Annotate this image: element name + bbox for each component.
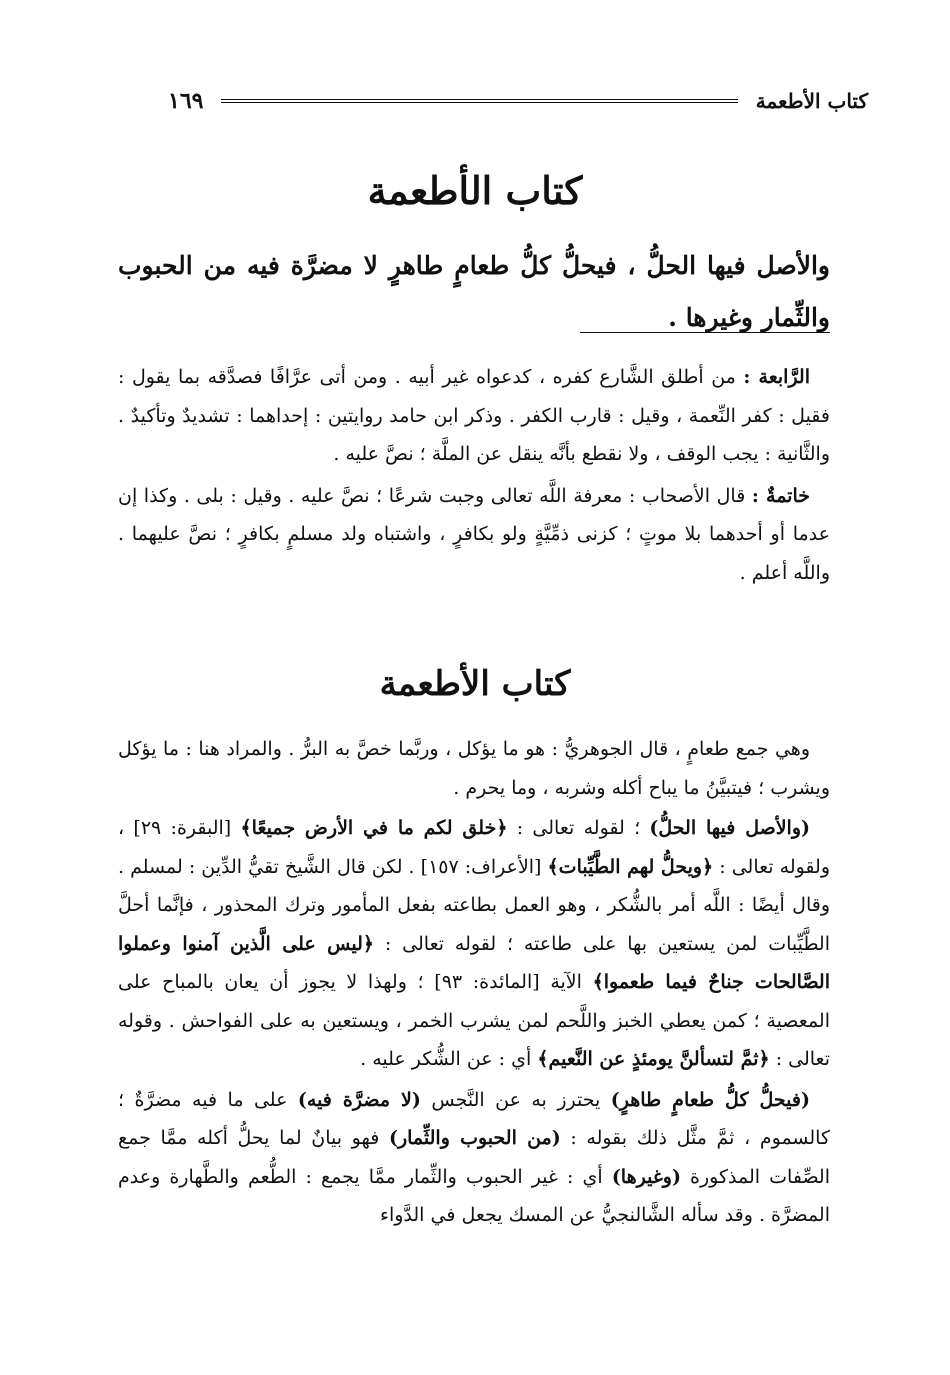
commentary-span: يحترز به عن النَّجس: [431, 1088, 601, 1111]
matn-quote: (وغيرها): [611, 1165, 681, 1188]
paragraph-lead: الرَّابعة :: [743, 366, 811, 388]
paragraph-lead: خاتمةٌ :: [751, 484, 811, 507]
matn-divider: [580, 332, 830, 333]
commentary-span: على ما فيه مضرَّةٌ ؛ كالسموم ، ثمَّ مثَّل ذلك بقوله :: [118, 1088, 830, 1149]
previous-section-text: [118, 358, 830, 592]
commentary-span: أي : عن الشُّكر عليه .: [360, 1048, 532, 1070]
quran-quote: ﴿ويحلُّ لهم الطَّيِّبات﴾: [547, 855, 714, 878]
matn-text: والأصل فيها الحلُّ ، فيحلُّ كلُّ طعامٍ طاهرٍ لا مضرَّة فيه من الحبوب والثِّمار وغيرها .: [118, 251, 830, 332]
commentary-paragraph: [118, 809, 830, 1079]
commentary-span: أي : غير الحبوب والثِّمار ممَّا يجمع : الطُّعم والطَّهارة وعدم المضرَّة . وقد سأله الشَّالنجيُّ عن المسك يجعل في الدَّواء: [118, 1165, 830, 1226]
commentary-span: [الأعراف: ١٥٧] . لكن قال الشَّيخ تقيُّ الدِّين : لمسلم . وقال أيضًا : اللَّه أمر بالشُّكر ، وهو العمل بطاعته بفعل المأمور وترك المحذور ، فإنَّما أحلَّ الطَّيِّبات لمن يستعين بها على طاعته ؛ لقوله تعالى :: [118, 855, 830, 955]
section-title: كتاب الأطعمة: [379, 664, 571, 704]
matn-quote: (من الحبوب والثِّمار): [388, 1127, 561, 1149]
commentary-text: [118, 730, 830, 1235]
page-number: ١٦٩: [168, 88, 204, 114]
paragraph-body: من أطلق الشَّارع كفره ، كدعواه غير أبيه . ومن أتى عرَّافًا فصدَّقه بما يقول : فقيل : كفر النِّعمة ، وقيل : قارب الكفر . وذكر ابن حامد روايتين : إحداهما : تشديدٌ وتأكيدٌ . والثَّانية : يجب الوقف ، ولا نقطع بأنَّه ينقل عن الملَّة ؛ نصَّ عليه .: [118, 366, 830, 465]
paragraph-fourth: [118, 358, 830, 474]
matn-quote: (والأصل فيها الحلُّ): [649, 817, 811, 839]
quran-quote: ﴿ثمَّ لتسألنَّ يومئذٍ عن النَّعيم﴾: [537, 1048, 770, 1070]
header-rule: [221, 99, 737, 103]
running-title: كتاب الأطعمة: [755, 89, 868, 113]
commentary-span: ؛ لقوله تعالى :: [516, 817, 641, 839]
commentary-paragraph: وهي جمع طعامٍ ، قال الجوهريُّ : هو ما يؤكل ، وربَّما خصَّ به البرُّ . والمراد هنا : ما يؤكل ويشرب ؛ فيتبيَّنُ ما يباح أكله وشربه ، وما يحرم .: [118, 738, 830, 799]
paragraph-conclusion: [118, 477, 830, 593]
commentary-span: [البقرة: ٢٩] ، ولقوله تعالى :: [118, 817, 831, 878]
quran-quote: ﴿ليس على الَّذين آمنوا وعملوا الصَّالحات جناحٌ فيما طعموا﴾: [118, 932, 830, 993]
commentary-span: فهو بيانٌ لما يحلُّ أكله ممَّا جمع الصِّفات المذكورة: [118, 1127, 831, 1188]
matn-quote: (لا مضرَّة فيه): [297, 1088, 421, 1111]
quran-quote: ﴿خلق لكم ما في الأرض جميعًا﴾: [240, 817, 508, 839]
matn-quote: (فيحلُّ كلُّ طعامٍ طاهرٍ): [610, 1088, 810, 1111]
paragraph-body: قال الأصحاب : معرفة اللَّه تعالى وجبت شرعًا ؛ نصَّ عليه . وقيل : بلى . وكذا إن عدما أو أحدهما بلا موتٍ ؛ كزنى ذمِّيَّةٍ ولو بكافرٍ ، واشتباه ولد مسلمٍ بكافرٍ ؛ نصَّ عليهما . واللَّه أعلم .: [118, 484, 830, 584]
commentary-span: الآية [المائدة: ٩٣] ؛ ولهذا لا يجوز أن يعان بالمباح على المعصية ؛ كمن يعطي الخبز واللَّحم لمن يشرب الخمر ، ويستعين به على الفواحش . وقوله تعالى :: [118, 971, 830, 1070]
running-header: [168, 84, 868, 118]
commentary-paragraph: [118, 1081, 830, 1235]
chapter-title: كتاب الأطعمة: [367, 168, 583, 213]
